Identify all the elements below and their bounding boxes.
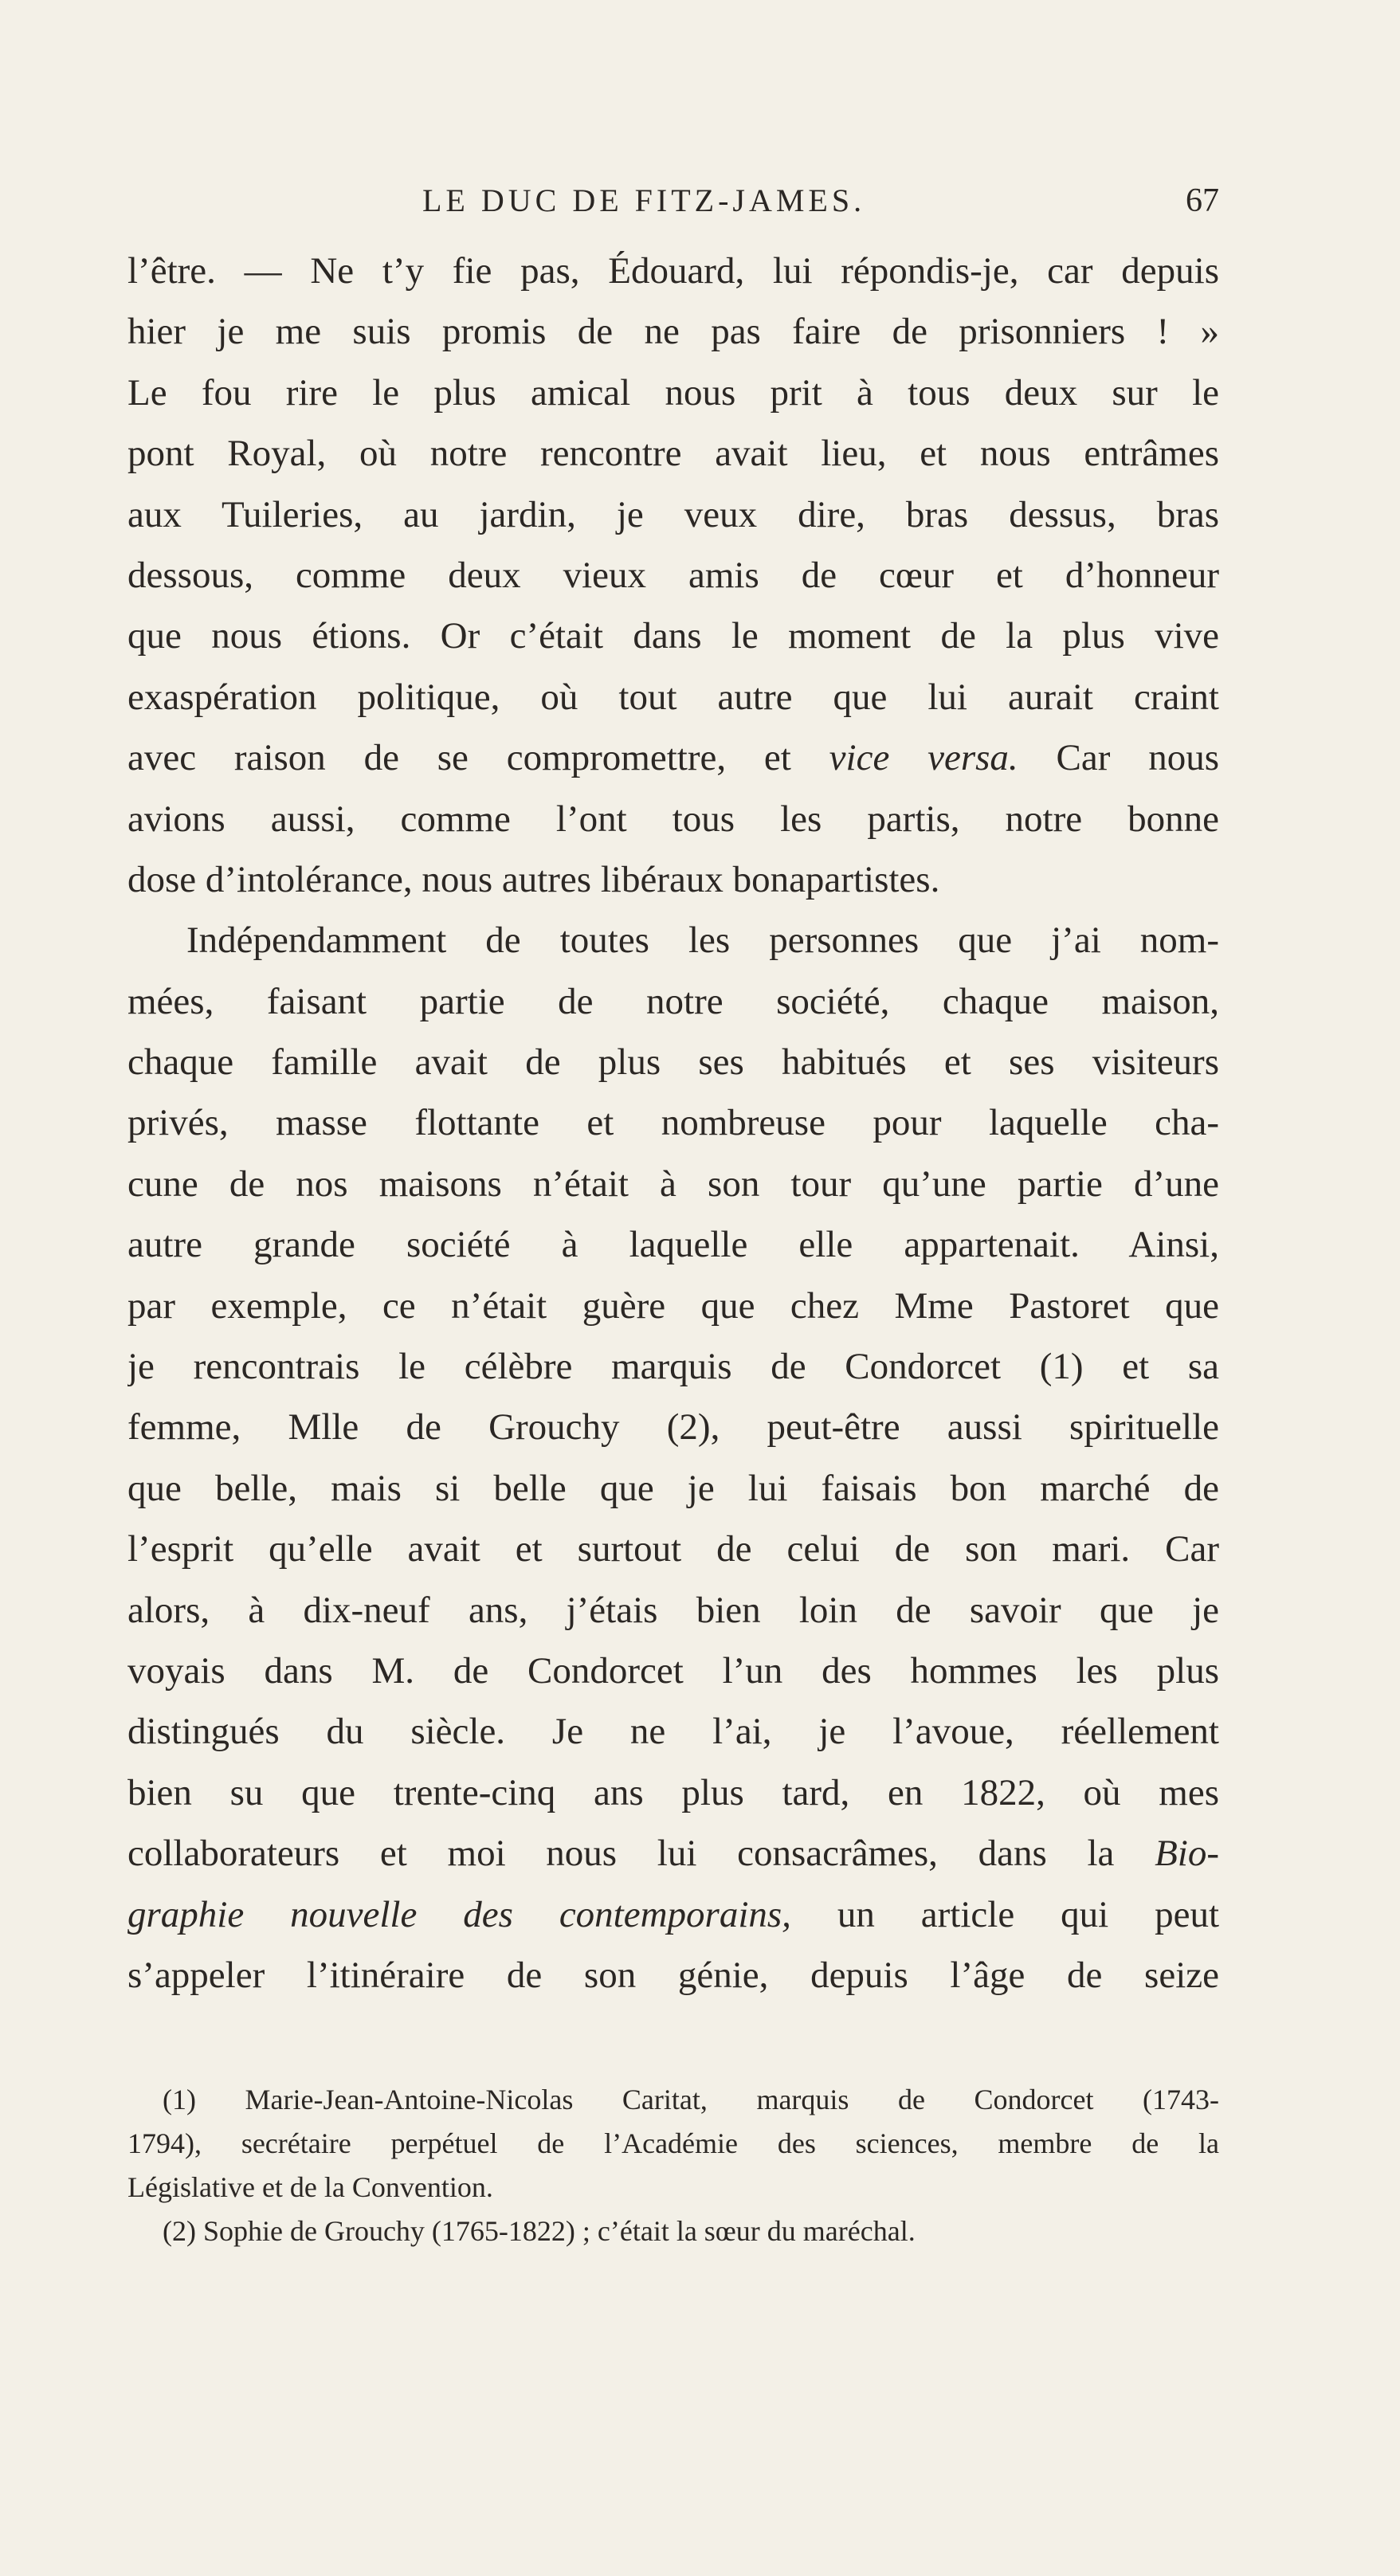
text-line: mées, faisant partie de notre société, chaque maison, bbox=[127, 980, 1219, 1022]
text-line: que nous étions. Or c’était dans le moment de la plus vive bbox=[127, 615, 1219, 657]
text-line: Le fou rire le plus amical nous prit à tous deux sur le bbox=[127, 371, 1219, 414]
footnote-line: (1) Marie-Jean-Antoine-Nicolas Caritat, marquis de Condorcet (1743- bbox=[163, 2084, 1219, 2115]
text-line: dessous, comme deux vieux amis de cœur et d’honneur bbox=[127, 554, 1219, 596]
footnote-line: Législative et de la Convention. bbox=[127, 2171, 493, 2203]
text-line: hier je me suis promis de ne pas faire de prisonniers ! » bbox=[127, 311, 1219, 353]
text-segment: collaborateurs et moi nous lui consacrâmes, dans la bbox=[127, 1833, 1155, 1875]
text-line: voyais dans M. de Condorcet l’un des hommes les plus bbox=[127, 1649, 1219, 1692]
text-line: par exemple, ce n’était guère que chez Mme Pastoret que bbox=[127, 1284, 1219, 1327]
text-line: exaspération politique, où tout autre que lui aurait craint bbox=[127, 676, 1219, 718]
running-title: LE DUC DE FITZ-JAMES. bbox=[422, 182, 866, 218]
text-line: pont Royal, où notre rencontre avait lieu, et nous entrâmes bbox=[127, 433, 1219, 475]
text-line: autre grande société à laquelle elle appartenait. Ainsi, bbox=[127, 1224, 1219, 1266]
text-line: femme, Mlle de Grouchy (2), peut-être aussi spirituelle bbox=[127, 1406, 1219, 1449]
text-line: chaque famille avait de plus ses habitués et ses visiteurs bbox=[127, 1041, 1219, 1084]
text-line: que belle, mais si belle que je lui faisais bon marché de bbox=[127, 1467, 1219, 1509]
italic-text: Bio- bbox=[1155, 1833, 1219, 1875]
running-head bbox=[127, 177, 1219, 225]
text-line bbox=[127, 727, 1219, 788]
text-line bbox=[127, 1823, 1219, 1884]
text-line: bien su que trente-cinq ans plus tard, en 1822, où mes bbox=[127, 1771, 1219, 1813]
text-segment: Car nous bbox=[1018, 737, 1219, 779]
text-segment: un article qui peut bbox=[790, 1893, 1219, 1935]
text-line: privés, masse flottante et nombreuse pour laquelle cha- bbox=[127, 1102, 1219, 1144]
text-line: alors, à dix-neuf ans, j’étais bien loin de savoir que je bbox=[127, 1589, 1219, 1631]
body-text bbox=[127, 241, 1219, 2006]
text-line: Indépendamment de toutes les personnes que j’ai nom- bbox=[186, 919, 1219, 962]
footnote-line: 1794), secrétaire perpétuel de l’Académie des sciences, membre de la bbox=[127, 2127, 1219, 2159]
footnote-line: (2) Sophie de Grouchy (1765-1822) ; c’était la sœur du maréchal. bbox=[163, 2215, 916, 2247]
text-line: distingués du siècle. Je ne l’ai, je l’avoue, réellement bbox=[127, 1711, 1219, 1753]
text-line: aux Tuileries, au jardin, je veux dire, bras dessus, bras bbox=[127, 493, 1219, 535]
footnotes bbox=[127, 2078, 1219, 2253]
text-line: s’appeler l’itinéraire de son génie, depuis l’âge de seize bbox=[127, 1954, 1219, 1996]
text-line: dose d’intolérance, nous autres libéraux bonapartistes. bbox=[127, 858, 940, 900]
italic-text: vice versa. bbox=[829, 737, 1018, 779]
text-line: avions aussi, comme l’ont tous les partis, notre bonne bbox=[127, 798, 1219, 840]
text-line bbox=[127, 1884, 1219, 1945]
text-segment: avec raison de se compromettre, et bbox=[127, 737, 829, 779]
text-line: je rencontrais le célèbre marquis de Condorcet (1) et sa bbox=[127, 1346, 1219, 1388]
text-line: cune de nos maisons n’était à son tour qu’une partie d’une bbox=[127, 1163, 1219, 1205]
text-line: l’esprit qu’elle avait et surtout de celui de son mari. Car bbox=[127, 1528, 1219, 1570]
text-line: l’être. — Ne t’y fie pas, Édouard, lui répondis-je, car depuis bbox=[127, 250, 1219, 292]
italic-text: graphie nouvelle des contemporains, bbox=[127, 1893, 791, 1935]
page-number: 67 bbox=[1186, 182, 1219, 219]
